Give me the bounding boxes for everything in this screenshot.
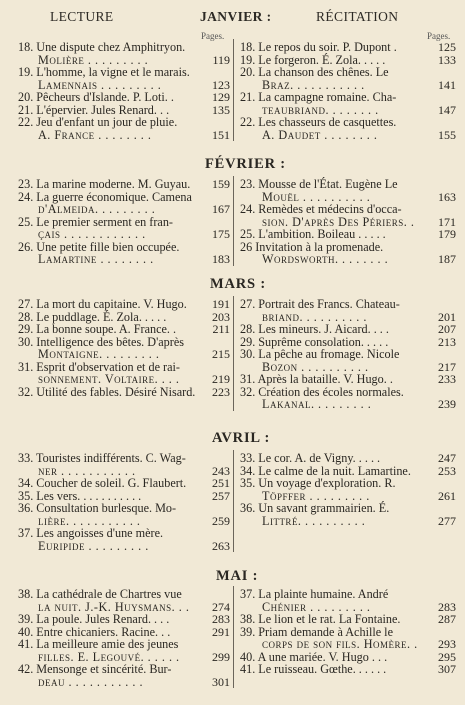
right-page-number: 261 xyxy=(438,488,456,503)
left-entry-line: 35. Les vers. . . . . . . . . . . xyxy=(18,488,142,503)
header-lecture: LECTURE xyxy=(50,9,114,24)
right-entry-line: 37. La plainte humaine. André xyxy=(240,587,389,601)
right-page-number: 141 xyxy=(438,77,456,92)
left-entry-line: filles. E. Legouvé. . . . . . xyxy=(38,649,180,664)
left-entry-line: Molière . . . . . . . . . xyxy=(38,52,149,67)
left-entry-line: 20. Pêcheurs d'Islande. P. Loti. . xyxy=(18,90,174,104)
right-page-number: 147 xyxy=(438,102,456,117)
left-entry-line: 30. Intelligence des bêtes. D'après xyxy=(18,334,184,349)
right-entry-line: Littré. . . . . . . . . . xyxy=(262,513,366,528)
left-entry-line: 28. Le puddlage. É. Zola. . . . . xyxy=(18,309,167,324)
left-page-number: 183 xyxy=(212,252,230,266)
right-page-number: 295 xyxy=(438,649,456,664)
right-page-number: 207 xyxy=(438,322,456,336)
month-heading: MARS : xyxy=(210,276,266,292)
left-entry-line: 26. Une petite fille bien occupée. xyxy=(18,239,180,254)
left-entry-line: Euripide . . . . . . . . . xyxy=(38,538,149,553)
right-entry-line: corps de son fils. Homère. . xyxy=(262,637,418,651)
right-entry-line: 30. La pêche au fromage. Nicole xyxy=(240,347,400,361)
month-heading: MAI : xyxy=(216,568,259,584)
right-entry-line: Bozon . . . . . . . . . . xyxy=(262,359,369,374)
right-entry-line: 28. Les mineurs. J. Aicard. . . . xyxy=(240,322,389,336)
left-entry-line: 21. L'épervier. Jules Renard. . . xyxy=(18,102,170,117)
right-page-number: 187 xyxy=(438,252,456,266)
left-entry-line: Montaigne. . . . . . . . . xyxy=(38,347,160,361)
right-entry-line: 38. Le lion et le rat. La Fontaine. xyxy=(240,612,401,626)
right-entry-line: 24. Remèdes et médecins d'occa- xyxy=(240,202,402,216)
month-heading: AVRIL : xyxy=(212,430,271,446)
right-entry-line: Lakanal. . . . . . . . . xyxy=(262,397,372,411)
left-page-number: 251 xyxy=(212,476,230,490)
left-entry-line: sonnement. Voltaire. . . . xyxy=(38,372,180,386)
right-entry-line: Mouël . . . . . . . . . . xyxy=(262,189,371,204)
left-entry-line: deau . . . . . . . . . . . xyxy=(38,674,144,689)
left-page-number: 291 xyxy=(212,624,230,639)
left-entry-line: 23. La marine moderne. M. Guyau. xyxy=(18,177,191,191)
left-entry-line: 40. Entre chicaniers. Racine. . . xyxy=(18,624,171,639)
left-page-number: 175 xyxy=(212,227,230,241)
right-entry-line: Töpffer . . . . . . . . . xyxy=(262,488,370,503)
left-entry-line: 22. Jeu d'enfant un jour de pluie. xyxy=(18,115,178,129)
left-entry-line: 25. Le premier serment en fran- xyxy=(18,214,173,229)
left-page-number: 203 xyxy=(212,309,230,324)
right-page-number: 247 xyxy=(438,451,456,465)
left-entry-line: 32. Utilité des fables. Désiré Nisard. xyxy=(18,384,196,399)
left-page-number: 159 xyxy=(212,177,230,191)
right-entry-line: 31. Après la bataille. V. Hugo. . xyxy=(240,372,393,386)
right-entry-line: 36. Un savant grammairien. É. xyxy=(240,501,390,515)
right-page-number: 287 xyxy=(438,612,456,626)
left-page-number: 215 xyxy=(212,347,230,361)
left-page-number: 263 xyxy=(212,538,230,553)
right-page-number: 293 xyxy=(438,637,456,651)
left-entry-line: 33. Touristes indifférents. C. Wag- xyxy=(18,451,186,465)
left-page-number: 243 xyxy=(212,463,230,478)
right-entry-line: A. Daudet . . . . . . . . xyxy=(262,127,378,142)
left-entry-line: 29. La bonne soupe. A. France. . xyxy=(18,322,177,336)
left-page-number: 123 xyxy=(212,77,230,92)
right-page-number: 125 xyxy=(438,40,456,54)
right-entry-line: 32. Création des écoles normales. xyxy=(240,384,404,399)
right-entry-line: briand. . . . . . . . . . xyxy=(262,309,367,324)
pages-label-left: Pages. xyxy=(201,31,225,41)
column-divider xyxy=(233,176,234,266)
right-page-number: 163 xyxy=(438,189,456,204)
left-entry-line: 36. Consultation burlesque. Mo- xyxy=(18,501,177,515)
left-entry-line: ner . . . . . . . . . . . xyxy=(38,463,136,478)
right-entry-line: 27. Portrait des Francs. Chateau- xyxy=(240,297,400,311)
right-entry-line: 19. Le forgeron. É. Zola. . . . . xyxy=(240,52,386,67)
left-entry-line: 34. Coucher de soleil. G. Flaubert. xyxy=(18,476,187,490)
right-entry-line: 34. Le calme de la nuit. Lamartine. xyxy=(240,463,411,478)
column-divider xyxy=(233,39,234,141)
left-entry-line: 24. La guerre économique. Camena xyxy=(18,189,192,204)
month-heading: FÉVRIER : xyxy=(205,156,286,172)
right-page-number: 233 xyxy=(438,372,456,386)
right-entry-line: 33. Le cor. A. de Vigny. . . . . xyxy=(240,451,381,465)
left-entry-line: 41. La meilleure amie des jeunes xyxy=(18,637,179,651)
left-entry-line: Lamartine . . . . . . . . xyxy=(38,252,154,266)
right-entry-line: 39. Priam demande à Achille le xyxy=(240,624,393,639)
column-divider xyxy=(233,296,234,411)
right-entry-line: 40. A une mariée. V. Hugo . . . xyxy=(240,649,388,664)
left-entry-line: 19. L'homme, la vigne et le marais. xyxy=(18,65,190,79)
right-page-number: 283 xyxy=(438,599,456,614)
right-page-number: 217 xyxy=(438,359,456,374)
left-page-number: 151 xyxy=(212,127,230,142)
left-entry-line: 27. La mort du capitaine. V. Hugo. xyxy=(18,297,187,311)
left-page-number: 191 xyxy=(212,297,230,311)
left-page-number: 129 xyxy=(212,90,230,104)
pages-label-right: Pages. xyxy=(427,31,451,41)
left-entry-line: d'Almeida. . . . . . . . . xyxy=(38,202,156,216)
left-page-number: 299 xyxy=(212,649,230,664)
left-entry-line: 18. Une dispute chez Amphitryon. xyxy=(18,40,186,54)
right-entry-line: sion. D'après Des Périers. . xyxy=(262,214,415,229)
left-entry-line: 37. Les angoisses d'une mère. xyxy=(18,526,164,540)
left-entry-line: lière. . . . . . . . . . . xyxy=(38,513,141,528)
right-page-number: 307 xyxy=(438,662,456,676)
right-entry-line: 22. Les chasseurs de casquettes. xyxy=(240,115,397,129)
left-page-number: 274 xyxy=(212,599,230,614)
right-entry-line: 20. La chanson des chênes. Le xyxy=(240,65,389,79)
left-page-number: 283 xyxy=(212,612,230,626)
left-page-number: 211 xyxy=(212,322,230,336)
header-recitation: RÉCITATION xyxy=(316,9,399,24)
left-page-number: 301 xyxy=(212,674,230,689)
right-entry-line: 35. Un voyage d'exploration. R. xyxy=(240,476,396,490)
left-page-number: 223 xyxy=(212,384,230,399)
right-entry-line: teaubriand. . . . . . . . xyxy=(262,102,379,117)
right-entry-line: 18. Le repos du soir. P. Dupont . xyxy=(240,40,397,54)
left-entry-line: la nuit. J.-K. Huysmans. . . xyxy=(38,599,190,614)
left-page-number: 259 xyxy=(212,513,230,528)
right-page-number: 213 xyxy=(438,334,456,349)
left-entry-line: A. France . . . . . . . . xyxy=(38,127,152,142)
right-entry-line: Wordsworth. . . . . . . . xyxy=(262,252,389,266)
right-entry-line: Braz. . . . . . . . . . . xyxy=(262,77,365,92)
right-entry-line: 29. Suprême consolation. . . . . xyxy=(240,334,389,349)
right-page-number: 133 xyxy=(438,52,456,67)
left-entry-line: 31. Esprit d'observation et de rai- xyxy=(18,359,180,374)
right-page-number: 155 xyxy=(438,127,456,142)
left-page-number: 167 xyxy=(212,202,230,216)
right-entry-line: Chénier . . . . . . . . . xyxy=(262,599,371,614)
right-page-number: 179 xyxy=(438,227,456,241)
left-entry-line: Lamennais . . . . . . . . . xyxy=(38,77,162,92)
header-month-janvier: JANVIER : xyxy=(200,9,272,24)
right-page-number: 201 xyxy=(438,309,456,324)
left-page-number: 135 xyxy=(212,102,230,117)
right-page-number: 253 xyxy=(438,463,456,478)
right-entry-line: 41. Le ruisseau. Gœthe. . . . . . xyxy=(240,662,387,676)
right-entry-line: 25. L'ambition. Boileau . . . . . xyxy=(240,227,386,241)
left-entry-line: 38. La cathédrale de Chartres vue xyxy=(18,587,182,601)
right-page-number: 277 xyxy=(438,513,456,528)
left-entry-line: çais . . . . . . . . . . . . xyxy=(38,227,146,241)
left-entry-line: 39. La poule. Jules Renard. . . . xyxy=(18,612,170,626)
left-page-number: 119 xyxy=(212,52,230,67)
right-page-number: 239 xyxy=(438,397,456,411)
right-entry-line: 21. La campagne romaine. Cha- xyxy=(240,90,397,104)
column-divider xyxy=(233,450,234,552)
right-entry-line: 26 Invitation à la promenade. xyxy=(240,239,384,254)
column-divider xyxy=(233,586,234,688)
right-entry-line: 23. Mousse de l'État. Eugène Le xyxy=(240,177,398,191)
left-page-number: 257 xyxy=(212,488,230,503)
left-entry-line: 42. Mensonge et sincérité. Bur- xyxy=(18,662,172,676)
right-page-number: 171 xyxy=(438,214,456,229)
left-page-number: 219 xyxy=(212,372,230,386)
